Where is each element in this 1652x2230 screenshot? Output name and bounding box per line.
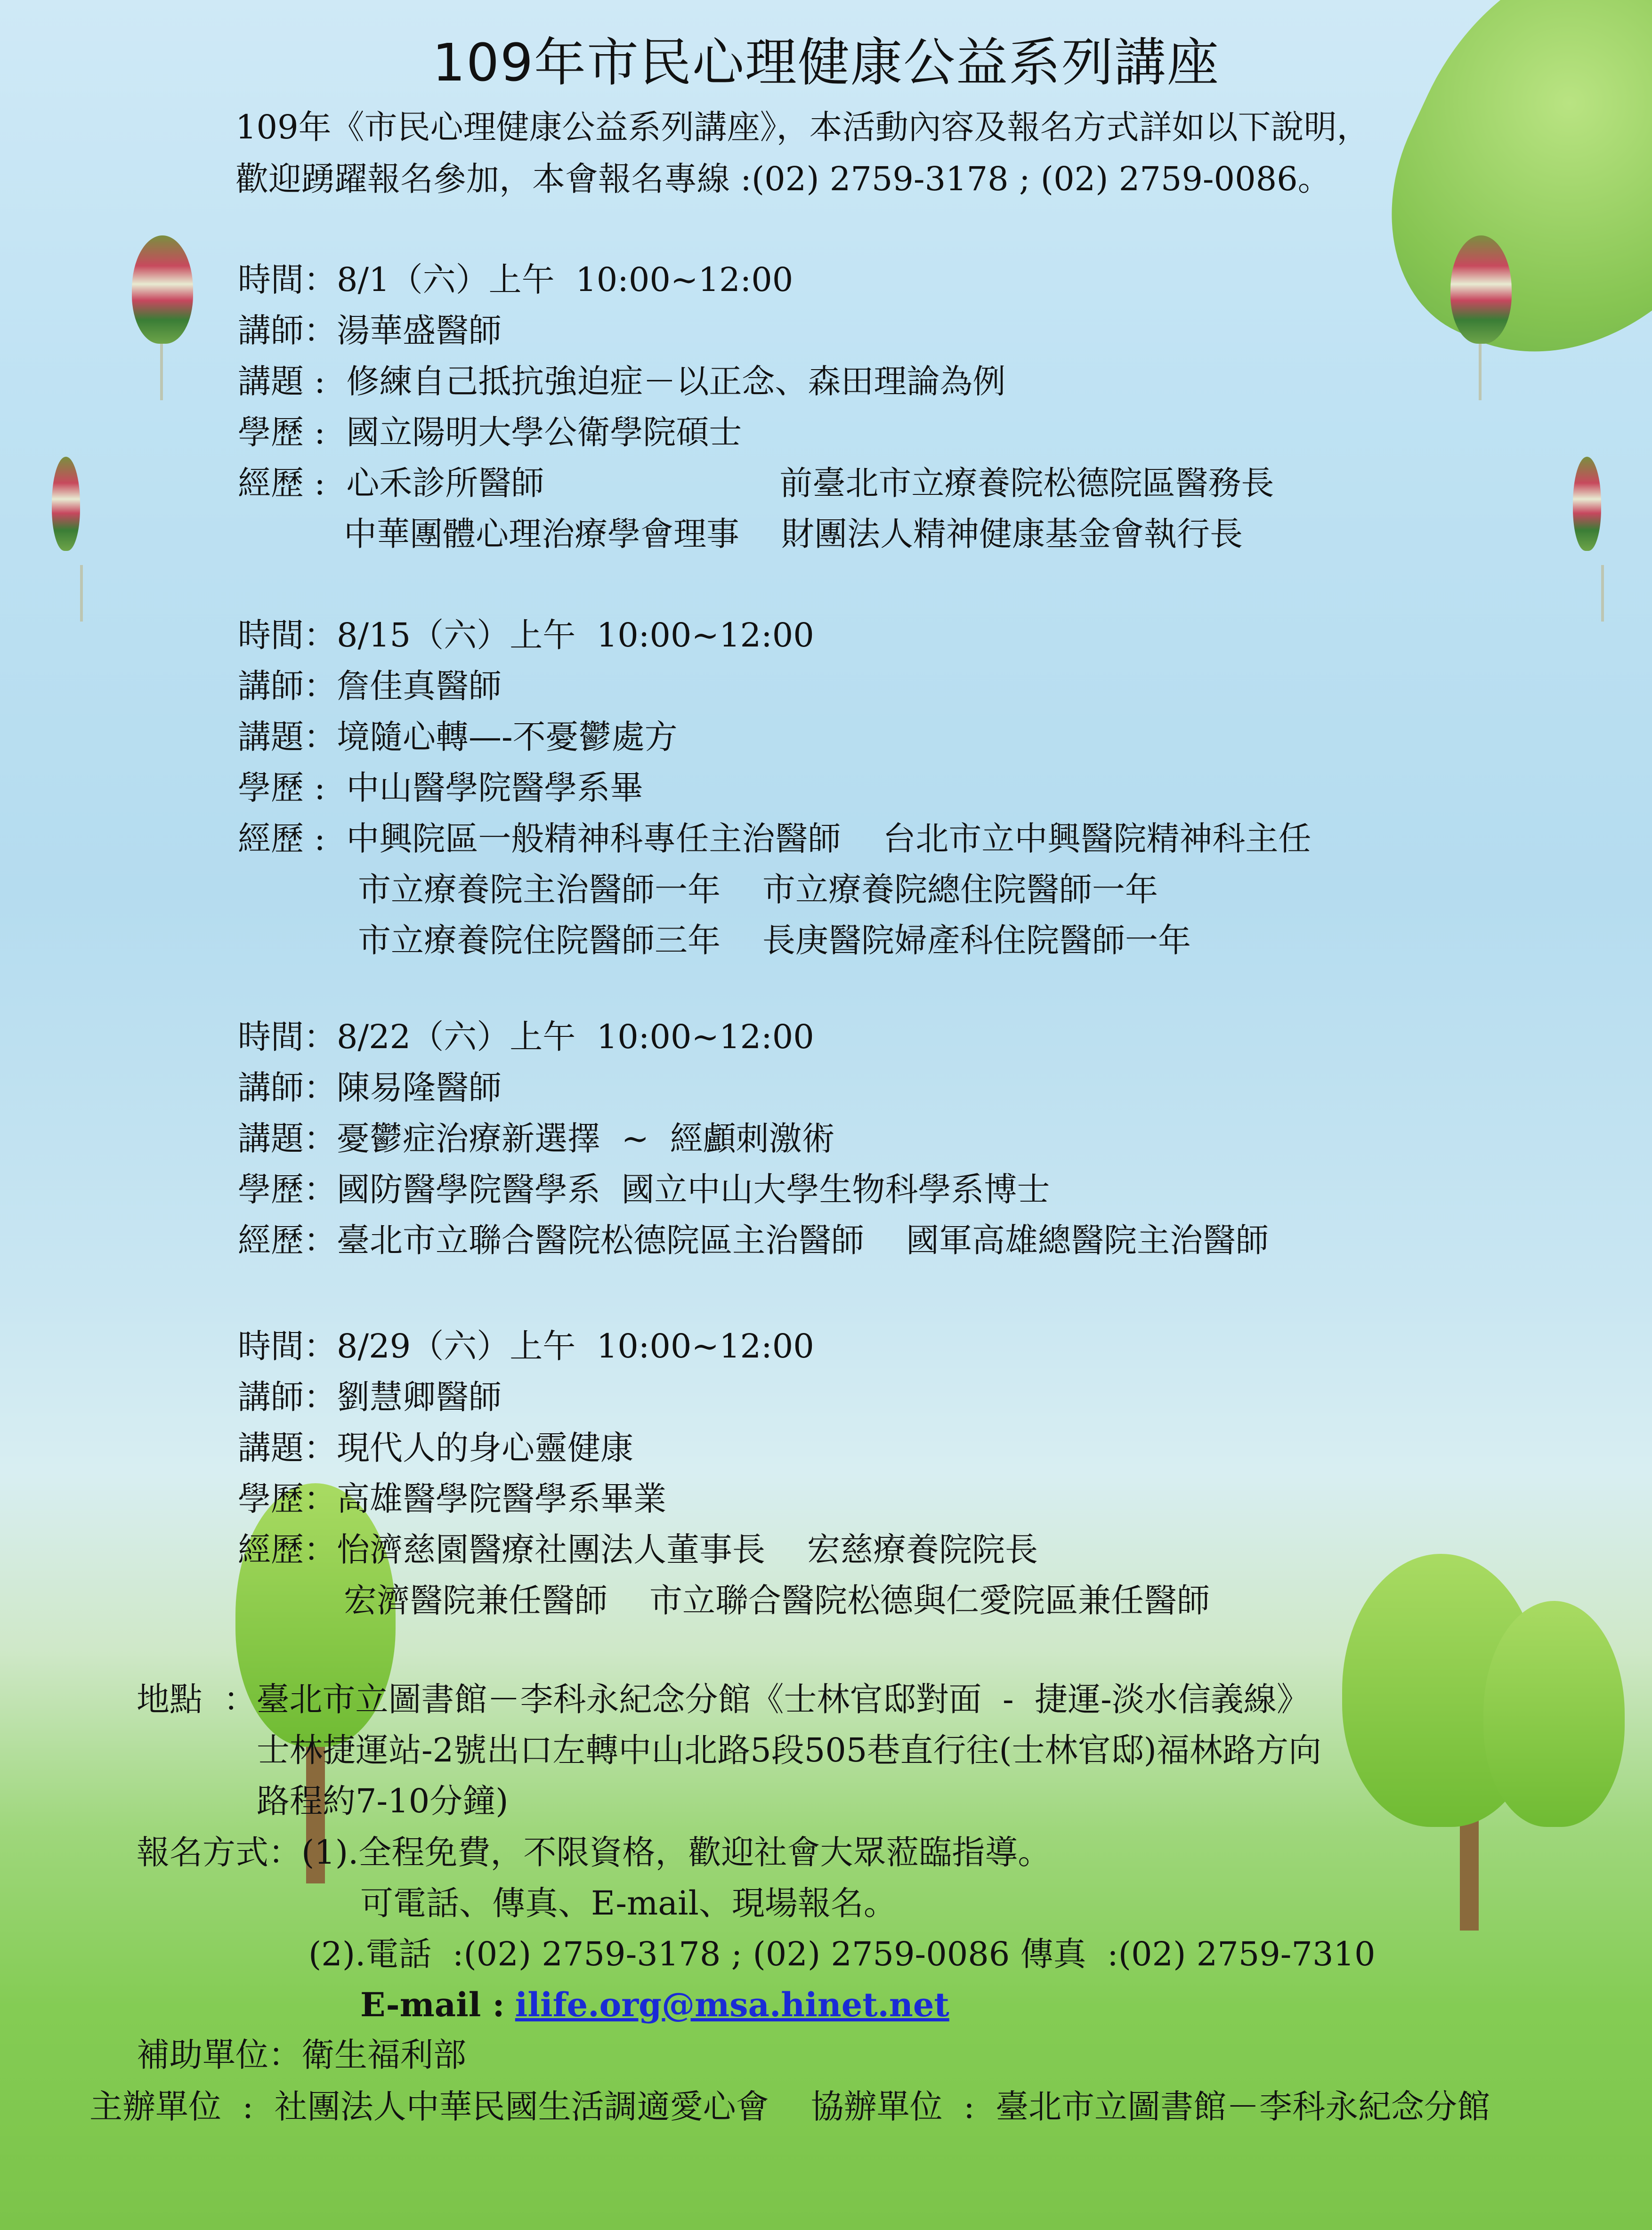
experience-line: 宏濟醫院兼任醫師 市立聯合醫院松德與仁愛院區兼任醫師 bbox=[344, 1581, 1210, 1620]
session-speaker: 講師：詹佳真醫師 bbox=[238, 667, 502, 705]
experience-line: 經歷：臺北市立聯合醫院松德院區主治醫師 國軍高雄總醫院主治醫師 bbox=[238, 1221, 1269, 1260]
intro-line: 109年《市民心理健康公益系列講座》，本活動內容及報名方式詳如以下說明， bbox=[235, 108, 1370, 146]
session-topic: 講題 : 修練自己抵抗強迫症－以正念、森田理論為例 bbox=[238, 362, 1006, 401]
registration-line: 可電話、傳真、E-mail、現場報名。 bbox=[360, 1884, 897, 1923]
session-time: 時間：8/15（六）上午 10:00~12:00 bbox=[238, 616, 814, 654]
experience-line: 經歷 : 心禾診所醫師 bbox=[238, 464, 544, 502]
session-speaker: 講師：湯華盛醫師 bbox=[238, 311, 502, 350]
experience-line: 經歷：怡濟慈園醫療社團法人董事長 宏慈療養院院長 bbox=[238, 1530, 1038, 1569]
page-title: 109年市民心理健康公益系列講座 bbox=[432, 32, 1220, 93]
organizers: 主辦單位 : 社團法人中華民國生活調適愛心會 協辦單位 : 臺北市立圖書館－李科永紀念分館 bbox=[89, 2087, 1490, 2126]
session-time: 時間：8/22（六）上午 10:00~12:00 bbox=[238, 1018, 814, 1056]
location-line: 地點 ：臺北市立圖書館－李科永紀念分館《士林官邸對面 - 捷運-淡水信義線》 bbox=[137, 1680, 1310, 1719]
email-link[interactable]: ilife.org@msa.hinet.net bbox=[515, 1985, 949, 2024]
session-block bbox=[238, 610, 1311, 966]
location bbox=[137, 1674, 1321, 1826]
session-experience bbox=[238, 458, 1274, 509]
session-speaker: 講師：劉慧卿醫師 bbox=[238, 1378, 502, 1416]
registration bbox=[137, 1827, 1376, 2030]
session-block bbox=[238, 1011, 1269, 1266]
experience-line: 經歷 : 中興院區一般精神科專任主治醫師 台北市立中興醫院精神科主任 bbox=[238, 819, 1312, 858]
experience-line: 前臺北市立療養院松德院區醫務長 bbox=[779, 464, 1274, 502]
session-education: 學歷：國防醫學院醫學系 國立中山大學生物科學系博士 bbox=[238, 1170, 1050, 1209]
location-line: 士林捷運站-2號出口左轉中山北路5段505巷直行往(士林官邸)福林路方向 bbox=[257, 1731, 1321, 1769]
location-line: 路程約7-10分鐘) bbox=[257, 1782, 509, 1820]
session-time: 時間：8/1（六）上午 10:00~12:00 bbox=[238, 260, 794, 299]
experience-line: 市立療養院主治醫師一年 市立療養院總住院醫師一年 bbox=[358, 870, 1158, 909]
session-education: 學歷 : 國立陽明大學公衛學院碩士 bbox=[238, 413, 742, 452]
registration-line: (2).電話 :(02) 2759-3178 ; (02) 2759-0086 傳真 :(02) 2759-7310 bbox=[308, 1935, 1376, 1973]
intro-line: 歡迎踴躍報名參加，本會報名專線 :(02) 2759-3178 ; (02) 2759-0086。 bbox=[235, 160, 1331, 198]
session-block bbox=[238, 254, 1274, 559]
sponsor: 補助單位：衛生福利部 bbox=[137, 2036, 466, 2074]
intro bbox=[235, 101, 1370, 205]
experience-line: 中華團體心理治療學會理事 財團法人精神健康基金會執行長 bbox=[344, 515, 1243, 553]
session-topic: 講題：境隨心轉—-不憂鬱處方 bbox=[238, 718, 678, 756]
experience-line: 市立療養院住院醫師三年 長庚醫院婦產科住院醫師一年 bbox=[358, 921, 1191, 960]
session-topic: 講題：現代人的身心靈健康 bbox=[238, 1429, 633, 1467]
session-topic: 講題：憂鬱症治療新選擇 ~ 經顱刺激術 bbox=[238, 1119, 835, 1158]
session-block bbox=[238, 1321, 1210, 1626]
session-education: 學歷：高雄醫學院醫學系畢業 bbox=[238, 1479, 666, 1518]
session-education: 學歷 : 中山醫學院醫學系畢 bbox=[238, 768, 643, 807]
session-time: 時間：8/29（六）上午 10:00~12:00 bbox=[238, 1327, 814, 1365]
email-label: E-mail : bbox=[360, 1985, 505, 2024]
session-speaker: 講師：陳易隆醫師 bbox=[238, 1068, 502, 1107]
registration-line: 報名方式：(1).全程免費，不限資格，歡迎社會大眾蒞臨指導。 bbox=[137, 1833, 1051, 1872]
email-row bbox=[137, 1980, 1376, 2030]
